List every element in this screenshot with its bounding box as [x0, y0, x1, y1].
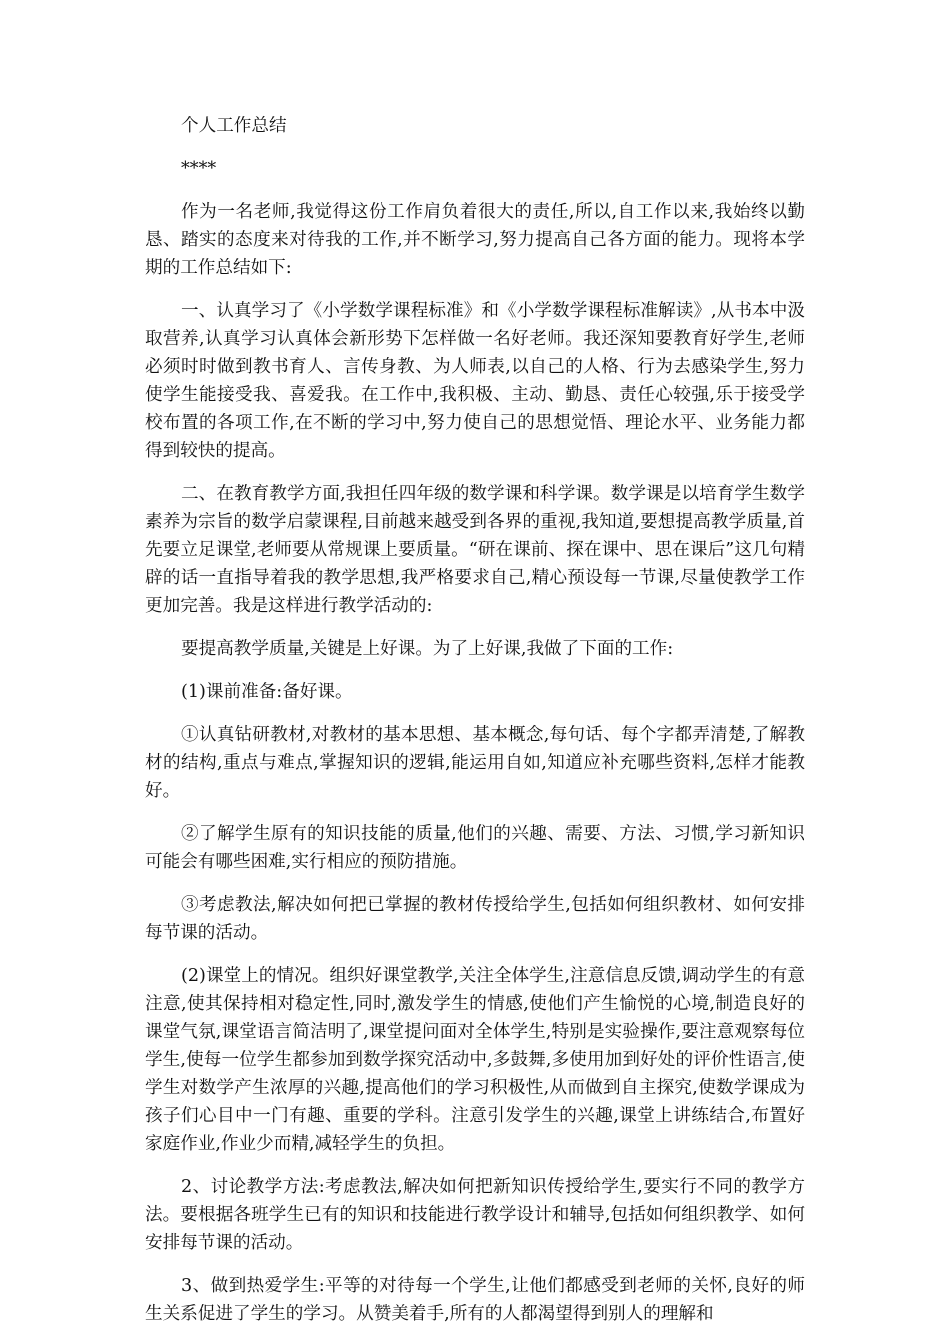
paragraph-intro: 作为一名老师,我觉得这份工作肩负着很大的责任,所以,自工作以来,我始终以勤恳、踏实的态度来对待我的工作,并不断学习,努力提高自己各方面的能力。现将本学期的工作总结如下: [145, 202, 805, 278]
paragraph-section-1: 一、认真学习了《小学数学课程标准》和《小学数学课程标准解读》,从书本中汲取营养,认真学习认真体会新形势下怎样做一名好老师。我还深知要教育好学生,老师必须时时做到教书育人、言传身教、为人师表,以自己的人格、行为去感染学生,努力使学生能接受我、喜爱我。在工作中,我积极、主动、勤恳、责任心较强,乐于接受学校布置的各项工作,在不断的学习中,努力使自己的思想觉悟、理论水平、业务能力都得到较快的提高。 [145, 301, 805, 461]
document-title: 个人工作总结 [181, 116, 287, 136]
document-page [145, 112, 805, 1343]
paragraph-preparation-item-2: ②了解学生原有的知识技能的质量,他们的兴趣、需要、方法、习惯,学习新知识可能会有哪些困难,实行相应的预防措施。 [145, 824, 805, 872]
paragraph-methods: 2、讨论教学方法:考虑教法,解决如何把新知识传授给学生,要实行不同的教学方法。要根据各班学生已有的知识和技能进行教学设计和辅导,包括如何组织教学、如何安排每节课的活动。 [145, 1177, 805, 1253]
paragraph-section-2: 二、在教育教学方面,我担任四年级的数学课和科学课。数学课是以培育学生数学素养为宗旨的数学启蒙课程,目前越来越受到各界的重视,我知道,要想提高教学质量,首先要立足课堂,老师要从常规课上要质量。“研在课前、探在课中、思在课后”这几句精辟的话一直指导着我的教学思想,我严格要求自己,精心预设每一节课,尽量使教学工作更加完善。我是这样进行教学活动的: [145, 484, 805, 616]
document-author: **** [181, 159, 217, 179]
paragraph-teaching-quality: 要提高教学质量,关键是上好课。为了上好课,我做了下面的工作: [181, 639, 674, 659]
paragraph-preparation-item-1: ①认真钻研教材,对教材的基本思想、基本概念,每句话、每个字都弄清楚,了解教材的结构,重点与难点,掌握知识的逻辑,能运用自如,知道应补充哪些资料,怎样才能教好。 [145, 725, 805, 801]
paragraph-preparation: (1)课前准备:备好课。 [181, 682, 353, 702]
paragraph-care-for-students: 3、做到热爱学生:平等的对待每一个学生,让他们都感受到老师的关怀,良好的师生关系促进了学生的学习。从赞美着手,所有的人都渴望得到别人的理解和 [145, 1276, 805, 1324]
paragraph-classroom: (2)课堂上的情况。组织好课堂教学,关注全体学生,注意信息反馈,调动学生的有意注意,使其保持相对稳定性,同时,激发学生的情感,使他们产生愉悦的心境,制造良好的课堂气氛,课堂语言简洁明了,课堂提问面对全体学生,特别是实验操作,要注意观察每位学生,使每一位学生都参加到数学探究活动中,多鼓舞,多使用加到好处的评价性语言,使学生对数学产生浓厚的兴趣,提高他们的学习积极性,从而做到自主探究,使数学课成为孩子们心目中一门有趣、重要的学科。注意引发学生的兴趣,课堂上讲练结合,布置好家庭作业,作业少而精,减轻学生的负担。 [145, 966, 805, 1154]
paragraph-preparation-item-3: ③考虑教法,解决如何把已掌握的教材传授给学生,包括如何组织教材、如何安排每节课的活动。 [145, 895, 805, 943]
